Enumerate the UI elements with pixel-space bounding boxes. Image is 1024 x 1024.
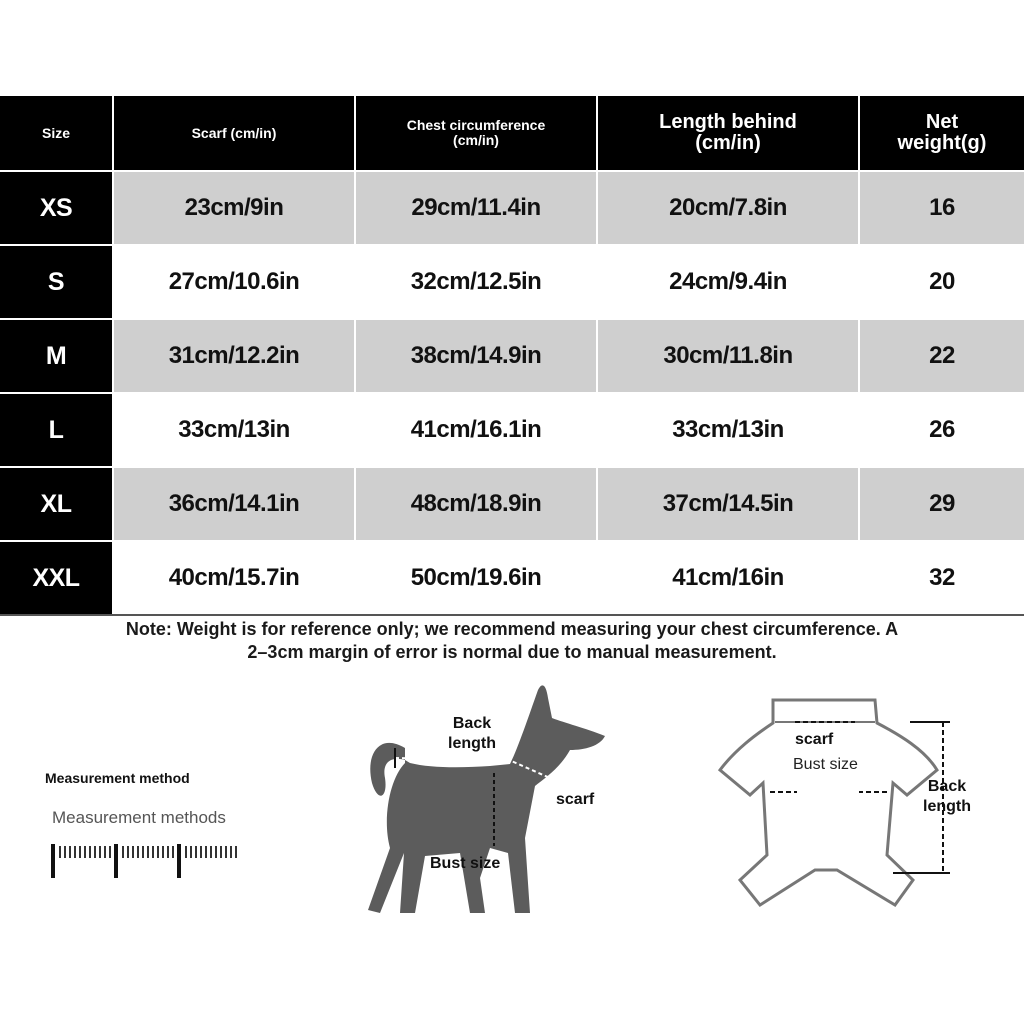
header-size: Size xyxy=(0,96,113,171)
dog-scarf-label: scarf xyxy=(556,791,595,808)
size-cell: XL xyxy=(0,467,113,541)
header-weight: Net weight(g) xyxy=(859,96,1024,171)
scarf-cell: 40cm/15.7in xyxy=(113,541,355,615)
header-scarf: Scarf (cm/in) xyxy=(113,96,355,171)
scarf-cell: 36cm/14.1in xyxy=(113,467,355,541)
scarf-cell: 31cm/12.2in xyxy=(113,319,355,393)
chest-cell: 32cm/12.5in xyxy=(355,245,597,319)
measurement-methods-subtitle: Measurement methods xyxy=(52,808,226,827)
chest-cell: 38cm/14.9in xyxy=(355,319,597,393)
chest-cell: 48cm/18.9in xyxy=(355,467,597,541)
chest-cell: 50cm/19.6in xyxy=(355,541,597,615)
size-cell: XS xyxy=(0,171,113,245)
weight-cell: 22 xyxy=(859,319,1024,393)
garment-back-length-label: Back length xyxy=(923,778,971,815)
measurement-note: Note: Weight is for reference only; we recommend measuring your chest circumference. A 2–3cm margin of error is normal due to manual measurement. xyxy=(125,619,899,662)
table-row xyxy=(0,541,1024,615)
table-row xyxy=(0,245,1024,319)
dog-back-length-label: Back length xyxy=(448,715,496,752)
table-row xyxy=(0,467,1024,541)
length-cell: 37cm/14.5in xyxy=(597,467,859,541)
weight-cell: 20 xyxy=(859,245,1024,319)
dog-bust-label: Bust size xyxy=(430,855,501,872)
chest-cell: 41cm/16.1in xyxy=(355,393,597,467)
size-cell: L xyxy=(0,393,113,467)
table-row xyxy=(0,171,1024,245)
scarf-cell: 23cm/9in xyxy=(113,171,355,245)
length-cell: 41cm/16in xyxy=(597,541,859,615)
table-header-row xyxy=(0,96,1024,171)
scarf-cell: 27cm/10.6in xyxy=(113,245,355,319)
length-cell: 20cm/7.8in xyxy=(597,171,859,245)
size-cell: XXL xyxy=(0,541,113,615)
header-length: Length behind (cm/in) xyxy=(597,96,859,171)
measurement-method-title: Measurement method xyxy=(45,770,190,786)
length-cell: 30cm/11.8in xyxy=(597,319,859,393)
garment-bust-label: Bust size xyxy=(793,756,858,773)
size-chart-table xyxy=(0,96,1024,616)
weight-cell: 26 xyxy=(859,393,1024,467)
ruler-icon xyxy=(50,840,250,882)
length-cell: 33cm/13in xyxy=(597,393,859,467)
scarf-cell: 33cm/13in xyxy=(113,393,355,467)
weight-cell: 16 xyxy=(859,171,1024,245)
table-row xyxy=(0,393,1024,467)
length-cell: 24cm/9.4in xyxy=(597,245,859,319)
garment-scarf-label: scarf xyxy=(795,731,834,748)
header-chest: Chest circumference (cm/in) xyxy=(355,96,597,171)
size-cell: S xyxy=(0,245,113,319)
weight-cell: 29 xyxy=(859,467,1024,541)
chest-cell: 29cm/11.4in xyxy=(355,171,597,245)
size-cell: M xyxy=(0,319,113,393)
table-row xyxy=(0,319,1024,393)
weight-cell: 32 xyxy=(859,541,1024,615)
